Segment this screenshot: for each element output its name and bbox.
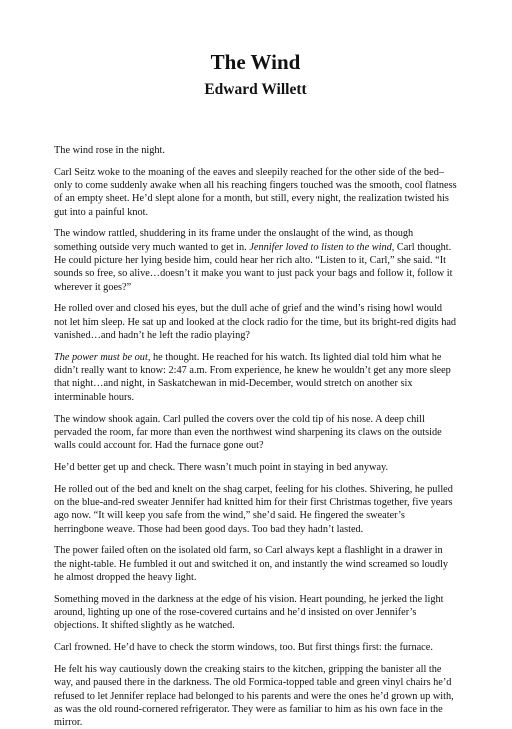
paragraph-text: Carl Seitz woke to the moaning of the eaves and sleepily reached for the other side of the bed–only to come suddenly awake when all his reaching fingers touched was the smooth, cool flatness of an empty sheet. He’d slept alone for a month, but still, every night, the realization twisted his gut into a painful knot. bbox=[54, 166, 457, 218]
paragraph bbox=[54, 641, 457, 654]
paragraph-text: Carl frowned. He’d have to check the storm windows, too. But first things first: the furnace. bbox=[54, 642, 433, 654]
paragraph-text: He’d better get up and check. There wasn’t much point in staying in bed anyway. bbox=[54, 461, 389, 473]
paragraph bbox=[54, 461, 457, 474]
paragraph-text: The wind rose in the night. bbox=[54, 145, 165, 156]
paragraph-text: , he thought. He reached for his watch. Its lighted dial told him what he didn’t really want to know: 2:47 a.m. From experience, he knew he wouldn’t get any more sleep that night…and night, in Saskatchewan in mid-December, would stretch on another six interminable hours. bbox=[54, 351, 451, 403]
story-body bbox=[54, 144, 457, 729]
paragraph-text: The window shook again. Carl pulled the covers over the cold tip of his nose. A deep chill pervaded the room, far more than even the northwest wind sharpening its claws on the outside walls could account for. Had the furnace gone out? bbox=[54, 413, 442, 452]
paragraph bbox=[54, 351, 457, 404]
paragraph-text: The power failed often on the isolated old farm, so Carl always kept a flashlight in a drawer in the night-table. He fumbled it out and switched it on, and instantly the wind screamed so loudly he almost dropped the heavy light. bbox=[54, 545, 449, 584]
paragraph bbox=[54, 483, 457, 536]
document-title: The Wind bbox=[210, 50, 301, 74]
paragraph bbox=[54, 544, 457, 584]
paragraph bbox=[54, 593, 457, 633]
document-author: Edward Willett bbox=[204, 81, 307, 98]
paragraph bbox=[54, 227, 457, 293]
paragraph-text: He rolled out of the bed and knelt on the shag carpet, feeling for his clothes. Shivering, he pulled on the blue-and-red sweater Jennifer had knitted him for their first Christmas together, five years ago now. “It will keep you safe from the wind,” she’d said. He fingered the sweater’s herringbone weave. Those had been good days. Too bad they hadn’t lasted. bbox=[54, 483, 453, 535]
paragraph-text: He felt his way cautiously down the creaking stairs to the kitchen, gripping the banister all the way, and paused there in the darkness. The old Formica-topped table and green vinyl chairs he’d refused to let Jennifer replace had belonged to his parents and were the ones he’d grown up with, as was the old round-cornered refrigerator. They were as familiar to him as his own face in the mirror. bbox=[54, 664, 454, 729]
paragraph-text: The window rattled, shuddering in its frame under the onslaught of the wind, as though something outside very much wanted to get in. bbox=[54, 228, 414, 253]
paragraph bbox=[54, 663, 457, 729]
paragraph-text: , Carl thought. He could picture her lying beside him, could hear her rich alto. “Listen to it, Carl,” she said. “It sounds so free, so alive…doesn’t it make you want to just pack your bags and follow it, follow it wherever it goes?” bbox=[54, 241, 453, 293]
paragraph bbox=[54, 413, 457, 453]
paragraph-italic-text: The power must be out bbox=[54, 351, 148, 363]
paragraph bbox=[54, 166, 457, 219]
paragraph-text: He rolled over and closed his eyes, but the dull ache of grief and the wind’s rising howl would not let him sleep. He sat up and looked at the clock radio for the time, but its bright-red digits had vanished…and hadn’t he left the radio playing? bbox=[54, 303, 457, 342]
paragraph bbox=[54, 144, 457, 157]
paragraph bbox=[54, 302, 457, 342]
paragraph-italic-text: Jennifer loved to listen to the wind bbox=[249, 241, 392, 253]
paragraph-text: Something moved in the darkness at the edge of his vision. Heart pounding, he jerked the light around, lighting up one of the rose-covered curtains and he’d insisted on over Jennifer’s objections. It shifted slightly as he watched. bbox=[54, 593, 444, 632]
